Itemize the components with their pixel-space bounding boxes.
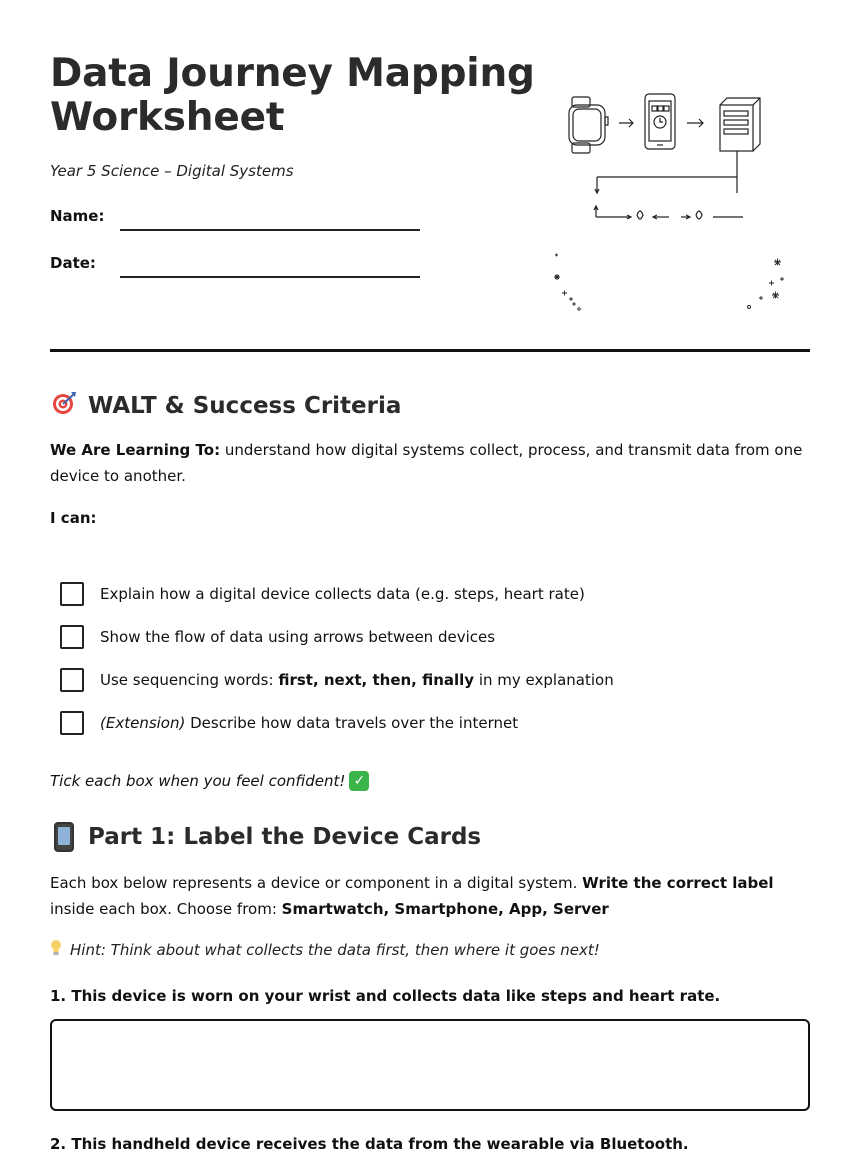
- part1-intro: [50, 870, 810, 922]
- target-icon: [50, 390, 78, 422]
- mobile-phone-icon: [54, 822, 74, 852]
- criteria-text: [100, 714, 518, 732]
- criteria-text: Explain how a digital device collects data (e.g. steps, heart rate): [100, 584, 585, 603]
- smartwatch-icon: [569, 97, 608, 153]
- walt-learning-label: We Are Learning To:: [50, 441, 221, 459]
- criteria-checkbox[interactable]: [60, 582, 84, 606]
- answer-box-1[interactable]: [50, 1019, 810, 1111]
- date-field[interactable]: [120, 276, 420, 278]
- walt-learning-text: understand how digital systems collect, process, and transmit data from one device to another.: [50, 441, 803, 485]
- part1-heading: [50, 822, 481, 852]
- walt-learning-paragraph: [50, 437, 810, 489]
- hint-text: Hint: Think about what collects the data first, then where it goes next!: [70, 940, 600, 959]
- question-2: 2. This handheld device receives the data from the wearable via Bluetooth.: [50, 1135, 689, 1153]
- header-divider: [50, 349, 810, 352]
- part1-heading-text: Part 1: Label the Device Cards: [88, 824, 482, 850]
- name-field[interactable]: [120, 229, 420, 231]
- criteria-item: [60, 701, 800, 744]
- criteria-text-post: Describe how data travels over the internet: [185, 713, 519, 732]
- extension-label: (Extension): [100, 713, 186, 732]
- sequencing-words: first, next, then, finally: [278, 670, 475, 689]
- criteria-text: [100, 671, 614, 689]
- criteria-checkbox[interactable]: [60, 625, 84, 649]
- criteria-checkbox[interactable]: [60, 711, 84, 735]
- data-flow-illustration: [545, 85, 795, 325]
- criteria-text-post: in my explanation: [474, 670, 614, 689]
- check-mark-icon: ✓: [349, 771, 369, 791]
- criteria-item: [60, 658, 800, 701]
- hint: [50, 939, 600, 960]
- date-label: Date:: [50, 254, 96, 272]
- walt-heading-text: WALT & Success Criteria: [88, 393, 402, 419]
- walt-heading: [50, 390, 401, 422]
- criteria-item: [60, 615, 800, 658]
- criteria-text-pre: Use sequencing words:: [100, 670, 279, 689]
- criteria-checkbox[interactable]: [60, 668, 84, 692]
- name-label: Name:: [50, 207, 105, 225]
- label-choices: Smartwatch, Smartphone, App, Server: [281, 900, 609, 918]
- success-criteria-list: [60, 572, 800, 744]
- confident-note-text: Tick each box when you feel confident!: [50, 772, 346, 790]
- worksheet-subtitle: Year 5 Science – Digital Systems: [50, 162, 294, 180]
- smartphone-icon: [645, 94, 675, 149]
- criteria-text: Show the flow of data using arrows between devices: [100, 627, 496, 646]
- worksheet-title: Data Journey Mapping Worksheet: [50, 51, 535, 140]
- criteria-item: [60, 572, 800, 615]
- part1-intro-mid: inside each box. Choose from:: [50, 900, 282, 918]
- confident-note: [50, 771, 369, 791]
- i-can-label: I can:: [50, 509, 97, 527]
- server-icon: [720, 98, 760, 151]
- lightbulb-icon: [50, 939, 62, 960]
- part1-intro-bold: Write the correct label: [582, 874, 774, 892]
- question-1: 1. This device is worn on your wrist and collects data like steps and heart rate.: [50, 987, 721, 1005]
- part1-intro-pre: Each box below represents a device or component in a digital system.: [50, 874, 583, 892]
